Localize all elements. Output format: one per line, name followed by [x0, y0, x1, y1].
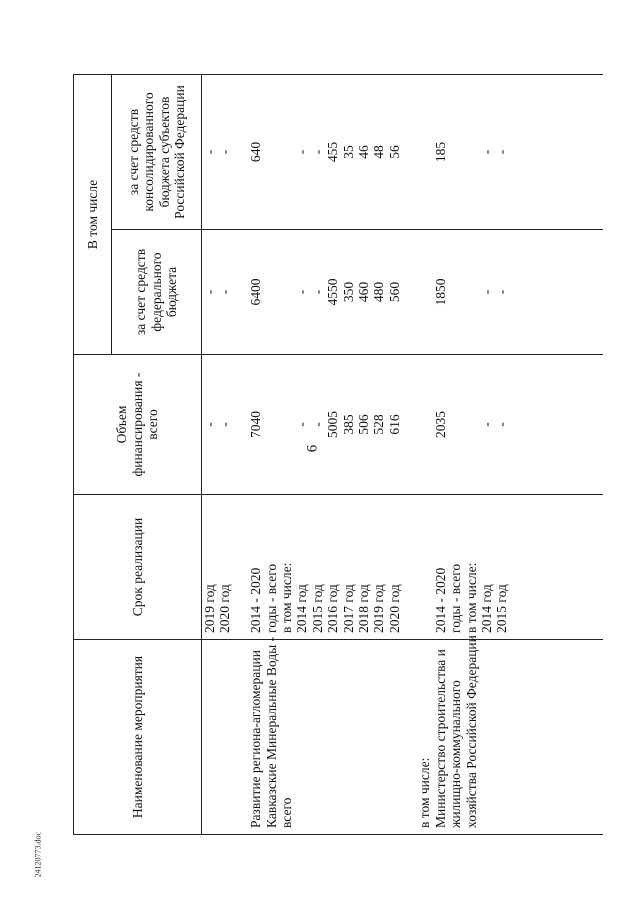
activity-name-line: Министерство строительства и — [432, 649, 448, 828]
total-cell: 5005 — [325, 411, 341, 438]
activity-name-line: в том числе: — [417, 757, 433, 828]
period-cell: 2014 - 2020 — [432, 567, 448, 633]
total-cell: 528 — [371, 414, 387, 435]
total-cell — [264, 361, 279, 488]
col-name — [202, 635, 604, 835]
regional-cell: - — [494, 149, 510, 155]
rotated-table-container — [73, 75, 603, 835]
period-cell: в том числе: — [278, 562, 294, 633]
period-cell: 2014 год — [294, 584, 310, 633]
activity-name-line: хозяйства Российской Федерации — [463, 635, 479, 828]
period-cell: 2014 год — [479, 584, 495, 633]
federal-cell: - — [202, 289, 217, 295]
federal-cell: 1850 — [432, 278, 448, 306]
spacer — [402, 361, 417, 488]
total-cell: - — [202, 422, 217, 427]
regional-cell: 48 — [371, 145, 387, 159]
col-regional — [202, 75, 604, 230]
total-cell: - — [294, 422, 310, 427]
spacer — [356, 646, 371, 828]
federal-cell: 560 — [386, 281, 402, 303]
period-cell — [417, 501, 432, 633]
federal-cell — [264, 236, 279, 348]
period-cell: в том числе: — [463, 562, 479, 633]
header-name: Наименование мероприятия — [74, 640, 202, 835]
spacer — [402, 236, 417, 348]
total-cell — [448, 361, 463, 488]
header-federal: за счет средств федерального бюджета — [112, 230, 202, 355]
regional-cell — [279, 81, 294, 223]
spacer — [494, 646, 509, 828]
regional-cell — [448, 81, 463, 223]
period-cell: 2019 год — [202, 584, 217, 633]
period-cell: годы - всего — [263, 563, 279, 633]
period-cell: 2016 год — [325, 584, 341, 633]
header-regional: за счет средств консолидированного бюджета субъектов Российской Федерации — [112, 75, 202, 230]
federal-cell: - — [294, 289, 310, 295]
activity-name-line: Развитие региона-агломерации — [248, 650, 264, 828]
regional-cell: - — [309, 149, 325, 155]
federal-cell: - — [309, 289, 325, 295]
document-id: 24120773.doc — [33, 831, 43, 878]
total-cell: 2035 — [432, 411, 448, 438]
activity-name-line: жилищно-коммунального — [448, 680, 464, 828]
financing-table — [73, 74, 603, 835]
federal-cell: 480 — [371, 281, 387, 303]
period-cell: 2014 - 2020 — [248, 567, 264, 633]
total-cell — [279, 361, 294, 488]
spacer — [325, 646, 340, 828]
federal-cell — [464, 236, 479, 348]
header-period: Срок реализации — [74, 495, 202, 640]
activity-name-line: всего — [278, 797, 294, 828]
regional-cell: - — [479, 149, 495, 155]
period-cell: годы - всего — [448, 563, 464, 633]
regional-cell: 56 — [386, 145, 402, 159]
activity-name-line: Кавказские Минеральные Воды - — [263, 636, 279, 828]
federal-cell: 6400 — [248, 278, 264, 306]
regional-cell: - — [294, 149, 310, 155]
regional-cell: 455 — [325, 141, 341, 163]
spacer — [402, 81, 417, 223]
spacer — [202, 646, 217, 828]
header-including: В том числе — [74, 75, 112, 355]
period-cell: 2020 год — [386, 584, 402, 633]
period-cell: 2017 год — [340, 584, 356, 633]
regional-cell: 185 — [432, 141, 448, 163]
federal-cell: 350 — [340, 281, 356, 303]
federal-cell — [448, 236, 463, 348]
regional-cell: - — [217, 149, 233, 155]
total-cell: 385 — [340, 414, 356, 435]
spacer — [310, 646, 325, 828]
period-cell: 2019 год — [371, 584, 387, 633]
page-number: 6 — [304, 444, 321, 453]
total-cell: - — [494, 422, 510, 427]
regional-cell — [417, 81, 432, 223]
federal-cell: - — [479, 289, 495, 295]
spacer — [233, 501, 248, 633]
header-total: Объем финансирования - всего — [74, 355, 202, 495]
spacer — [233, 81, 248, 223]
spacer — [371, 646, 386, 828]
federal-cell — [417, 236, 432, 348]
total-cell: 7040 — [248, 411, 264, 438]
spacer — [402, 501, 417, 633]
total-cell: - — [309, 422, 325, 427]
total-cell: - — [479, 422, 495, 427]
spacer — [217, 646, 232, 828]
col-federal — [202, 230, 604, 355]
federal-cell — [279, 236, 294, 348]
federal-cell: 460 — [355, 281, 371, 303]
period-cell: 2015 год — [309, 584, 325, 633]
spacer — [233, 361, 248, 488]
col-total — [202, 355, 604, 495]
regional-cell — [264, 81, 279, 223]
spacer — [387, 646, 402, 828]
regional-cell — [464, 81, 479, 223]
federal-cell: 4550 — [325, 278, 341, 306]
federal-cell: - — [494, 289, 510, 295]
total-cell: 506 — [355, 414, 371, 435]
total-cell — [464, 361, 479, 488]
spacer — [402, 646, 417, 828]
period-cell: 2018 год — [355, 584, 371, 633]
spacer — [341, 646, 356, 828]
regional-cell: 35 — [340, 145, 356, 159]
total-cell: - — [217, 422, 233, 427]
regional-cell: - — [202, 149, 217, 155]
total-cell — [417, 361, 432, 488]
period-cell: 2020 год — [217, 584, 233, 633]
spacer — [233, 646, 248, 828]
regional-cell: 46 — [355, 145, 371, 159]
period-cell: 2015 год — [494, 584, 510, 633]
regional-cell: 640 — [248, 141, 264, 163]
spacer — [479, 646, 494, 828]
federal-cell: - — [217, 289, 233, 295]
spacer — [233, 236, 248, 348]
col-period — [202, 495, 604, 640]
total-cell: 616 — [386, 414, 402, 435]
spacer — [294, 646, 309, 828]
